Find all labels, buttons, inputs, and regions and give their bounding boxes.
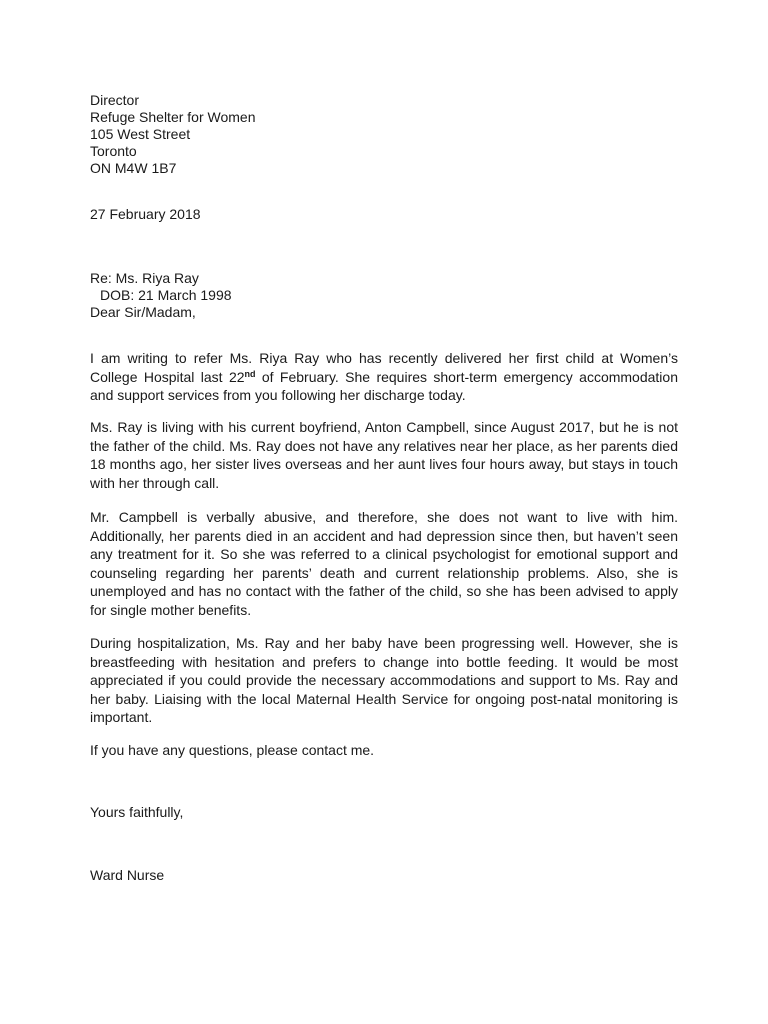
salutation: Dear Sir/Madam, bbox=[90, 304, 196, 320]
body-paragraph-3: Mr. Campbell is verbally abusive, and therefore, she does not want to live with him. Additionally, her parents died in an accident and had depression since then, but haven’t seen any treatment for it. So she was referred to a clinical psychologist for emotional support and counseling regarding her parents’ death and current relationship problems. Also, she is unemployed and has no contact with the father of the child, so she has been advised to apply for single mother benefits. bbox=[90, 509, 678, 618]
p1-ordinal-suffix: nd bbox=[244, 368, 256, 379]
recipient-street: 105 West Street bbox=[90, 126, 191, 142]
p1-text-end: of February. She requires short-term emergency accommodation and support services from you following her discharge today. bbox=[90, 368, 678, 403]
recipient-title: Director bbox=[90, 92, 140, 108]
body-paragraph-5: If you have any questions, please contact me. bbox=[90, 742, 375, 758]
signature: Ward Nurse bbox=[90, 867, 165, 883]
re-subject: Re: Ms. Riya Ray bbox=[90, 270, 199, 286]
letter-date: 27 February 2018 bbox=[90, 206, 201, 222]
body-paragraph-1 bbox=[90, 349, 678, 405]
p1-text-start: I am writing to refer Ms. Riya Ray who has recently delivered her first child at Women’s College Hospital last 22 bbox=[90, 350, 678, 385]
recipient-organization: Refuge Shelter for Women bbox=[90, 109, 256, 125]
closing: Yours faithfully, bbox=[90, 804, 184, 820]
body-paragraph-2: Ms. Ray is living with his current boyfriend, Anton Campbell, since August 2017, but he is not the father of the child. Ms. Ray does not have any relatives near her place, as her parents died 18 months ago, her sister lives overseas and her aunt lives four hours away, but stays in touch with her through call. bbox=[90, 419, 678, 491]
recipient-city: Toronto bbox=[90, 143, 137, 159]
re-dob: DOB: 21 March 1998 bbox=[100, 287, 232, 303]
body-paragraph-4: During hospitalization, Ms. Ray and her baby have been progressing well. However, she is breastfeeding with hesitation and prefers to change into bottle feeding. It would be most appreciated if you could provide the necessary accommodations and support to Ms. Ray and her baby. Liaising with the local Maternal Health Service for ongoing post-natal monitoring is important. bbox=[90, 635, 678, 725]
recipient-postal: ON M4W 1B7 bbox=[90, 160, 177, 176]
